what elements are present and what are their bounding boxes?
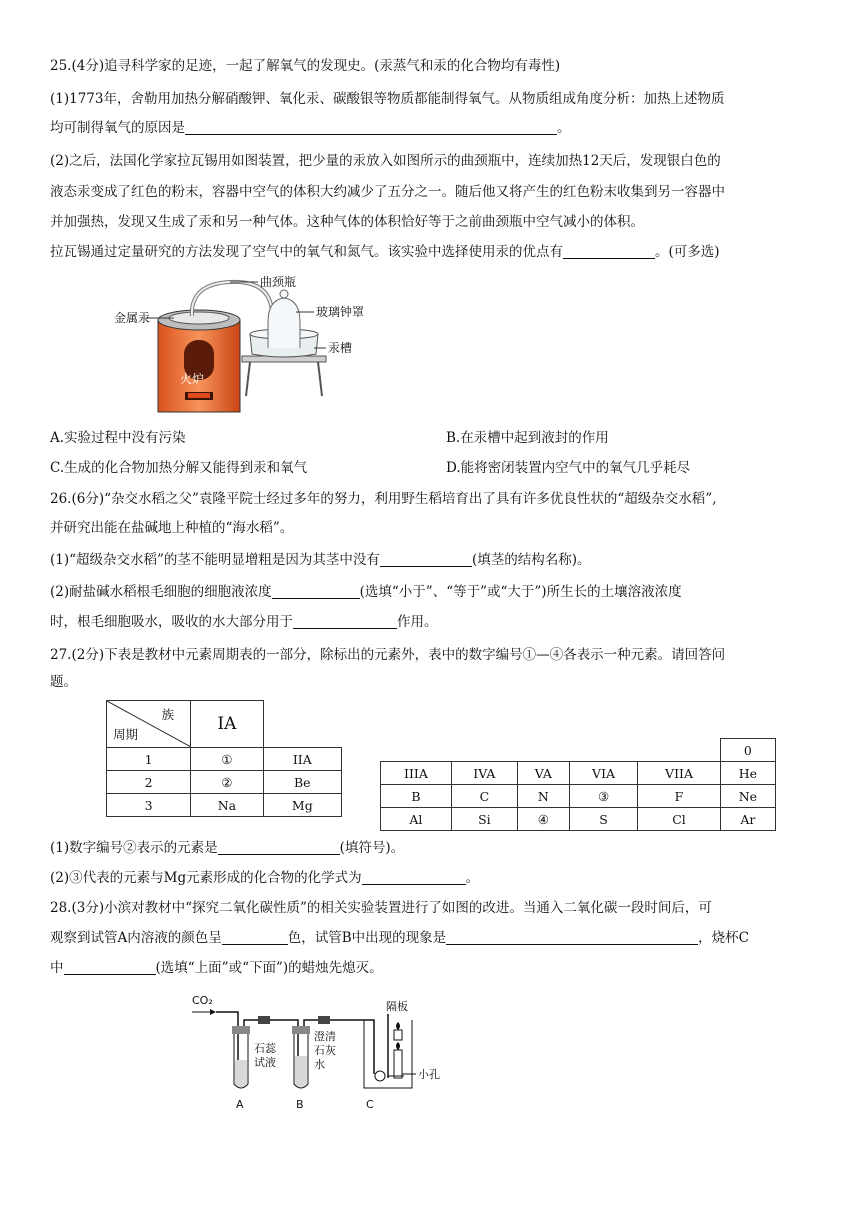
q25-title: 25.(4分)追寻科学家的足迹，一起了解氧气的发现史。(汞蒸气和汞的化合物均有毒性) <box>50 58 561 74</box>
q26-p3: 时，根毛细胞吸水，吸收的水大部分用于 作用。 <box>50 614 438 630</box>
lavoisier-apparatus-figure <box>100 272 400 420</box>
q25-option-d[interactable]: D.能将密闭装置内空气中的氧气几乎耗尽 <box>446 460 691 476</box>
tube-a-label: A <box>236 1098 244 1111</box>
q26-answer-blank-1[interactable] <box>380 551 472 567</box>
q25-p2-line4: 拉瓦锡通过定量研究的方法发现了空气中的氧气和氮气。该实验中选择使用汞的优点有 。(可多选) <box>50 244 720 260</box>
tube-b-label: B <box>296 1098 304 1111</box>
q27-p2: (2)③代表的元素与Mg元素形成的化合物的化学式为 。 <box>50 870 480 886</box>
mercury-label: 金属汞 <box>114 311 151 325</box>
q25-p2-line3: 并加强热，发现又生成了汞和另一种气体。这种气体的体积恰好等于之前曲颈瓶中空气减小的体积。 <box>50 214 644 230</box>
limewater-label-1: 澄清 <box>314 1030 336 1043</box>
periodic-table-left: 族 周期 IA 1 ① IIA 2 ② Be 3 Na Mg <box>106 700 342 817</box>
trough-label: 汞槽 <box>328 341 353 355</box>
limewater-label-2: 石灰 <box>314 1044 336 1057</box>
q28-answer-blank-1[interactable] <box>222 929 288 945</box>
partition-label: 隔板 <box>386 1000 408 1013</box>
limewater-label-3: 水 <box>314 1058 325 1071</box>
q25-option-c[interactable]: C.生成的化合物加热分解又能得到汞和氧气 <box>50 460 308 476</box>
q27-p1: (1)数字编号②表示的元素是 (填符号)。 <box>50 840 405 856</box>
co2-label: CO₂ <box>192 994 213 1007</box>
q25-p2-line2: 液态汞变成了红色的粉末，容器中空气的体积大约减少了五分之一。随后他又将产生的红色粉末收集到另一容器中 <box>50 184 725 200</box>
periodic-table-right: 0 IIIA IVA VA VIA VIIA He B C N ③ F Ne Al Si ④ S Cl Ar <box>380 738 776 831</box>
q28-answer-blank-3[interactable] <box>64 959 156 975</box>
bell-jar-label: 玻璃钟罩 <box>316 305 365 319</box>
q27-title-line2: 题。 <box>50 674 77 690</box>
flask-label: 曲颈瓶 <box>260 275 297 289</box>
beaker-c-label: C <box>366 1098 374 1111</box>
q25-p2-line1: (2)之后，法国化学家拉瓦锡用如图装置，把少量的汞放入如图所示的曲颈瓶中，连续加热12天后，发现银白色的 <box>50 153 721 169</box>
q28-line3: 中 (选填“上面”或“下面”)的蜡烛先熄灭。 <box>50 960 383 976</box>
q26-answer-blank-2[interactable] <box>272 583 360 599</box>
q25-p1-line1: (1)1773年，舍勒用加热分解硝酸钾、氧化汞、碳酸银等物质都能制得氧气。从物质组成角度分析：加热上述物质 <box>50 91 725 107</box>
q26-p2: (2)耐盐碱水稻根毛细胞的细胞液浓度 (选填“小于”、“等于”或“大于”)所生长的土壤溶液浓度 <box>50 584 682 600</box>
co2-experiment-figure <box>188 990 458 1114</box>
q26-title-line1: 26.(6分)“杂交水稻之父”袁隆平院士经过多年的努力，利用野生稻培育出了具有许多优良性状的“超级杂交水稻”, <box>50 491 717 507</box>
group-ia-header: IA <box>191 701 263 748</box>
table-corner-cell: 族 周期 <box>107 701 191 748</box>
litmus-label-1: 石蕊 <box>254 1042 276 1055</box>
q25-option-b[interactable]: B.在汞槽中起到液封的作用 <box>446 430 609 446</box>
q25-p1-line2: 均可制得氧气的原因是 。 <box>50 120 571 136</box>
q27-answer-blank-2[interactable] <box>362 869 466 885</box>
q26-p1: (1)“超级杂交水稻”的茎不能明显增粗是因为其茎中没有 (填茎的结构名称)。 <box>50 552 591 568</box>
q25-answer-blank-2[interactable] <box>563 243 655 259</box>
q28-line1: 28.(3分)小滨对教材中“探究二氧化碳性质”的相关实验装置进行了如图的改进。当通入二氧化碳一段时间后，可 <box>50 900 712 916</box>
q26-title-line2: 并研究出能在盐碱地上种植的“海水稻”。 <box>50 520 294 536</box>
furnace-label: 火炉 <box>180 372 205 386</box>
q25-option-a[interactable]: A.实验过程中没有污染 <box>50 430 186 446</box>
q25-answer-blank-1[interactable] <box>185 119 557 135</box>
q28-line2: 观察到试管A内溶液的颜色呈 色，试管B中出现的现象是 ，烧杯C <box>50 930 750 946</box>
q27-title-line1: 27.(2分)下表是教材中元素周期表的一部分，除标出的元素外，表中的数字编号①—④各表示一种元素。请回答问 <box>50 647 726 663</box>
q27-answer-blank-1[interactable] <box>218 839 340 855</box>
litmus-label-2: 试液 <box>254 1056 276 1069</box>
hole-label: 小孔 <box>418 1068 440 1081</box>
q28-answer-blank-2[interactable] <box>446 929 698 945</box>
q26-answer-blank-3[interactable] <box>293 613 397 629</box>
